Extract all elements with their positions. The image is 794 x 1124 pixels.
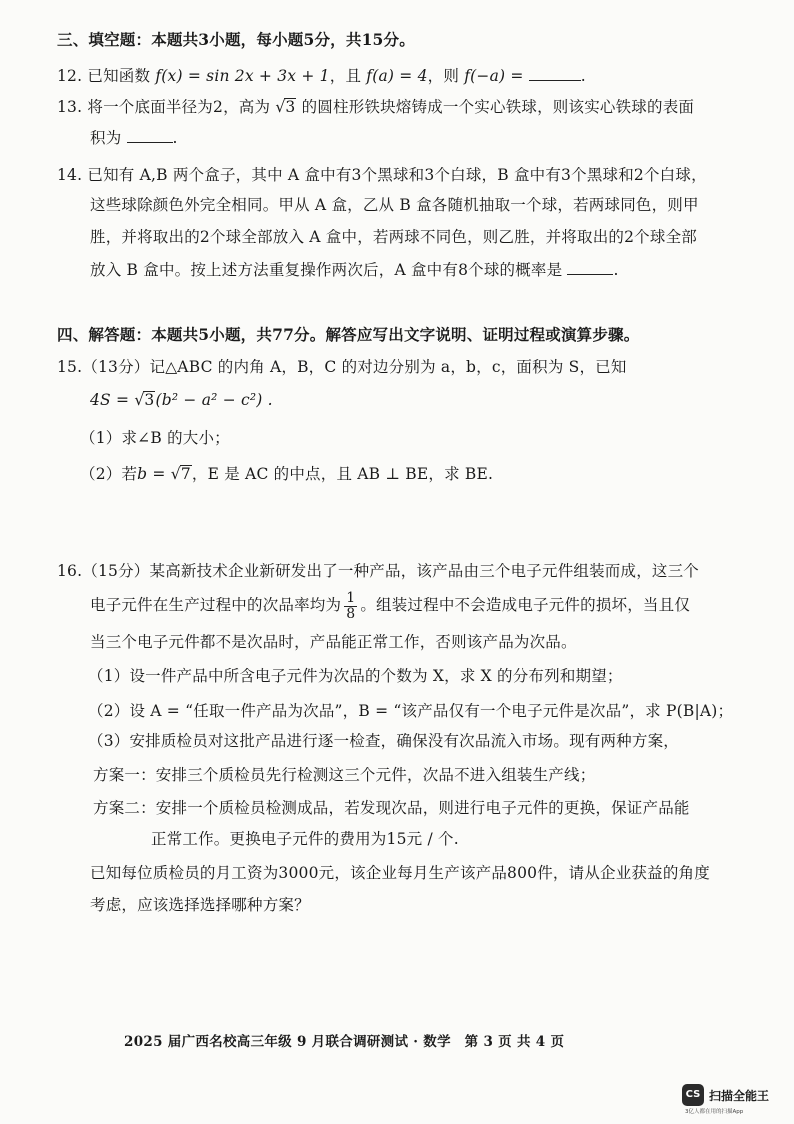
q14-text-4: 放入 B 盒中。按上述方法重复操作两次后，A 盒中有8个球的概率是: [90, 261, 563, 279]
q15-part2-radicand: 7: [180, 465, 191, 483]
q16-plan1: 方案一：安排三个质检员先行检测这三个元件，次品不进入组装生产线；: [93, 766, 596, 784]
q15-part1: （1）求∠B 的大小；: [80, 429, 230, 447]
q14-answer-blank[interactable]: [567, 273, 613, 275]
q16-text-2b: 。组装过程中不会造成电子元件的损坏，当且仅: [360, 596, 691, 615]
watermark-subtitle: 3亿人都在用的扫描App: [685, 1109, 744, 1115]
q12-text-a: 已知函数: [87, 67, 151, 85]
q12-text-c: ，则: [427, 67, 460, 85]
question-14-line2: 这些球除颜色外完全相同。甲从 A 盒，乙从 B 盒各随机抽取一个球，若两球同色，则甲: [90, 196, 699, 214]
question-14-line1: [57, 163, 707, 185]
q12-function: f(x) = sin 2x + 3x + 1: [155, 67, 330, 85]
q16-fraction: [344, 591, 357, 621]
q12-target: f(−a) =: [464, 67, 524, 85]
question-14-line4: 放入 B 盒中。按上述方法重复操作两次后，A 盒中有8个球的概率是 .: [90, 261, 619, 279]
fill-blank-heading: 三、填空题：本题共3小题，每小题5分，共15分。: [57, 30, 415, 49]
scanner-watermark: [682, 1084, 778, 1114]
q14-number: 14.: [57, 166, 83, 184]
q13-radicand: 3: [285, 98, 296, 116]
q13-text-b: 的圆柱形铁块熔铸成一个实心铁球，则该实心铁球的表面: [301, 98, 695, 116]
question-13-line2: 积为 .: [90, 129, 178, 147]
q16-number: 16.: [57, 562, 83, 580]
q16-tail-line2: 考虑，应该选择选择哪种方案？: [90, 896, 310, 914]
q12-number: 12.: [57, 67, 83, 85]
q12-answer-blank[interactable]: [529, 79, 581, 81]
page-footer: 2025 届广西名校高三年级 9 月联合调研测试 · 数学 第 3 页 共 4 页: [124, 1034, 565, 1050]
question-12: 12. 已知函数 f(x) = sin 2x + 3x + 1，且 f(a) = 4，则 f(−a) = .: [57, 67, 586, 85]
q13-answer-blank[interactable]: [127, 141, 173, 143]
q15-part2-b: b =: [137, 465, 166, 483]
q16-frac-num: 1: [346, 590, 356, 606]
question-16-line2: [90, 591, 690, 621]
q15-formula-rhs: (b² − a² − c²) .: [155, 391, 273, 409]
question-16-line3: 当三个电子元件都不是次品时，产品能正常工作，否则该产品为次品。: [90, 633, 577, 651]
q13-sqrt: √3: [275, 98, 296, 116]
q15-formula: 4S = √3(b² − a² − c²) .: [90, 391, 273, 409]
q15-part2-c: ，E 是 AC 的中点，且 AB ⊥ BE，求 BE.: [191, 465, 494, 483]
q14-text-1: 已知有 A,B 两个盒子，其中 A 盒中有3个黑球和3个白球，B 盒中有3个黑球和2个白球，: [87, 166, 707, 184]
question-16-line1: [57, 559, 699, 581]
question-15-intro: [57, 355, 627, 377]
q16-tail-line1: 已知每位质检员的月工资为3000元，该企业每月生产该产品800件，请从企业获益的角度: [90, 864, 710, 882]
question-14-line3: 胜，并将取出的2个球全部放入 A 盒中，若两球不同色，则乙胜，并将取出的2个球全部: [90, 228, 697, 246]
q13-number: 13.: [57, 98, 83, 116]
watermark-name: 扫描全能王: [709, 1089, 770, 1103]
q15-formula-radicand: 3: [144, 391, 155, 409]
cs-logo-icon: CS: [682, 1084, 704, 1106]
question-13-line1: [57, 95, 694, 117]
q16-text-2a: 电子元件在生产过程中的次品率均为: [90, 596, 342, 615]
q16-plan2-line1: 方案二：安排一个质检员检测成品，若发现次品，则进行电子元件的更换，保证产品能: [93, 799, 690, 817]
q13-text-a: 将一个底面半径为2，高为: [87, 98, 271, 116]
q15-part2: （2）若b = √7，E 是 AC 的中点，且 AB ⊥ BE，求 BE.: [80, 465, 494, 483]
q13-text-c: 积为: [90, 129, 122, 147]
q16-part2: （2）设 A = “任取一件产品为次品”，B = “该产品仅有一个电子元件是次品”，求 P(B|A)；: [88, 702, 734, 720]
q15-part2-a: （2）若: [80, 465, 138, 483]
q15-number: 15.: [57, 358, 83, 376]
q15-formula-lhs: 4S =: [90, 391, 130, 409]
q16-text-1: （15分）某高新技术企业新研发出了一种产品，该产品由三个电子元件组装而成，这三个: [82, 562, 699, 580]
q12-condition: f(a) = 4: [366, 67, 428, 85]
answer-heading: 四、解答题：本题共5小题，共77分。解答应写出文字说明、证明过程或演算步骤。: [57, 325, 640, 344]
q16-part3: （3）安排质检员对这批产品进行逐一检查，确保没有次品流入市场。现有两种方案，: [88, 732, 679, 750]
q16-frac-den: 8: [346, 605, 356, 622]
q16-plan2-line2: 正常工作。更换电子元件的费用为15元 / 个.: [151, 830, 459, 848]
q15-intro-text: （13分）记△ABC 的内角 A，B，C 的对边分别为 a，b，c，面积为 S，已知: [82, 358, 627, 376]
q16-part1: （1）设一件产品中所含电子元件为次品的个数为 X，求 X 的分布列和期望；: [88, 667, 623, 685]
q12-text-b: ，且: [329, 67, 362, 85]
